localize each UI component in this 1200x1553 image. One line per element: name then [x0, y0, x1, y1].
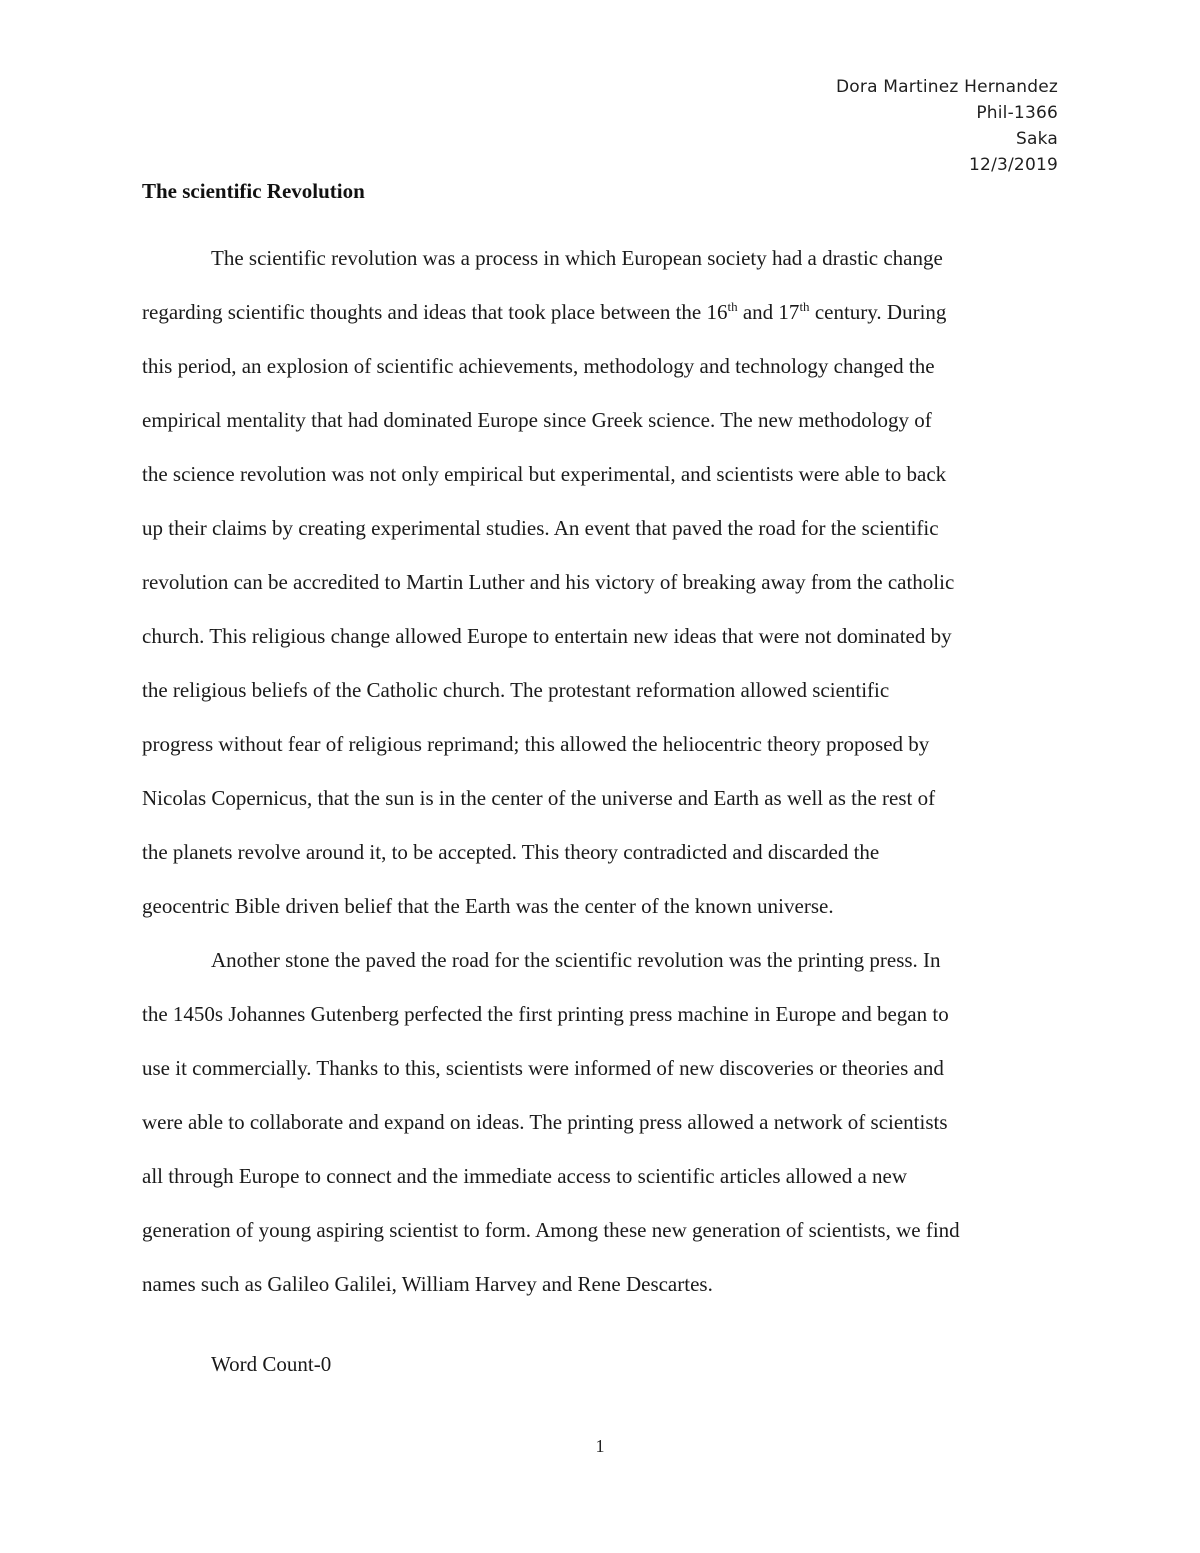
- superscript: th: [727, 299, 738, 314]
- paragraph-line: were able to collaborate and expand on ideas. The printing press allowed a network of scientists: [142, 1110, 948, 1134]
- text-run: regarding scientific thoughts and ideas that took place between the 16: [142, 300, 728, 324]
- paragraph-line: empirical mentality that had dominated Europe since Greek science. The new methodology of: [142, 408, 932, 432]
- paragraph-line: use it commercially. Thanks to this, scientists were informed of new discoveries or theories and: [142, 1056, 944, 1080]
- document-body: [142, 231, 1062, 1391]
- paragraph-line: Another stone the paved the road for the scientific revolution was the printing press. In: [211, 948, 941, 972]
- text-run: and 17: [737, 300, 800, 324]
- paragraph-line: the religious beliefs of the Catholic church. The protestant reformation allowed scientific: [142, 678, 890, 702]
- paragraph-2: [142, 933, 1062, 1311]
- paragraph-line: [142, 285, 1062, 339]
- paragraph-line: the science revolution was not only empirical but experimental, and scientists were able to back: [142, 462, 947, 486]
- paragraph-line: all through Europe to connect and the immediate access to scientific articles allowed a new: [142, 1164, 908, 1188]
- paragraph-line: geocentric Bible driven belief that the Earth was the center of the known universe.: [142, 894, 834, 918]
- superscript: th: [799, 299, 810, 314]
- header-block: [836, 74, 1058, 178]
- paragraph-line: this period, an explosion of scientific achievements, methodology and technology changed the: [142, 354, 935, 378]
- document-date: 12/3/2019: [969, 155, 1058, 175]
- paragraph-line: the planets revolve around it, to be accepted. This theory contradicted and discarded the: [142, 840, 880, 864]
- paragraph-line: Nicolas Copernicus, that the sun is in the center of the universe and Earth as well as the rest of: [142, 786, 936, 810]
- text-run: century. During: [809, 300, 947, 324]
- author-name: Dora Martinez Hernandez: [836, 77, 1058, 97]
- paragraph-line: names such as Galileo Galilei, William Harvey and Rene Descartes.: [142, 1272, 713, 1296]
- course-code: Phil-1366: [976, 103, 1058, 123]
- paragraph-line: The scientific revolution was a process in which European society had a drastic change: [211, 246, 943, 270]
- paragraph-line: progress without fear of religious reprimand; this allowed the heliocentric theory proposed by: [142, 732, 930, 756]
- paragraph-1: [142, 231, 1062, 933]
- document-title: The scientific Revolution: [142, 179, 365, 203]
- paragraph-line: the 1450s Johannes Gutenberg perfected the first printing press machine in Europe and began to: [142, 1002, 949, 1026]
- word-count: Word Count-0: [211, 1352, 332, 1376]
- paragraph-line: generation of young aspiring scientist to form. Among these new generation of scientists, we find: [142, 1218, 960, 1242]
- instructor-name: Saka: [1016, 129, 1058, 149]
- paragraph-line: revolution can be accredited to Martin Luther and his victory of breaking away from the catholic: [142, 570, 955, 594]
- page-number: 1: [595, 1436, 605, 1456]
- paragraph-line: church. This religious change allowed Europe to entertain new ideas that were not dominated by: [142, 624, 952, 648]
- paragraph-line: up their claims by creating experimental studies. An event that paved the road for the scientific: [142, 516, 939, 540]
